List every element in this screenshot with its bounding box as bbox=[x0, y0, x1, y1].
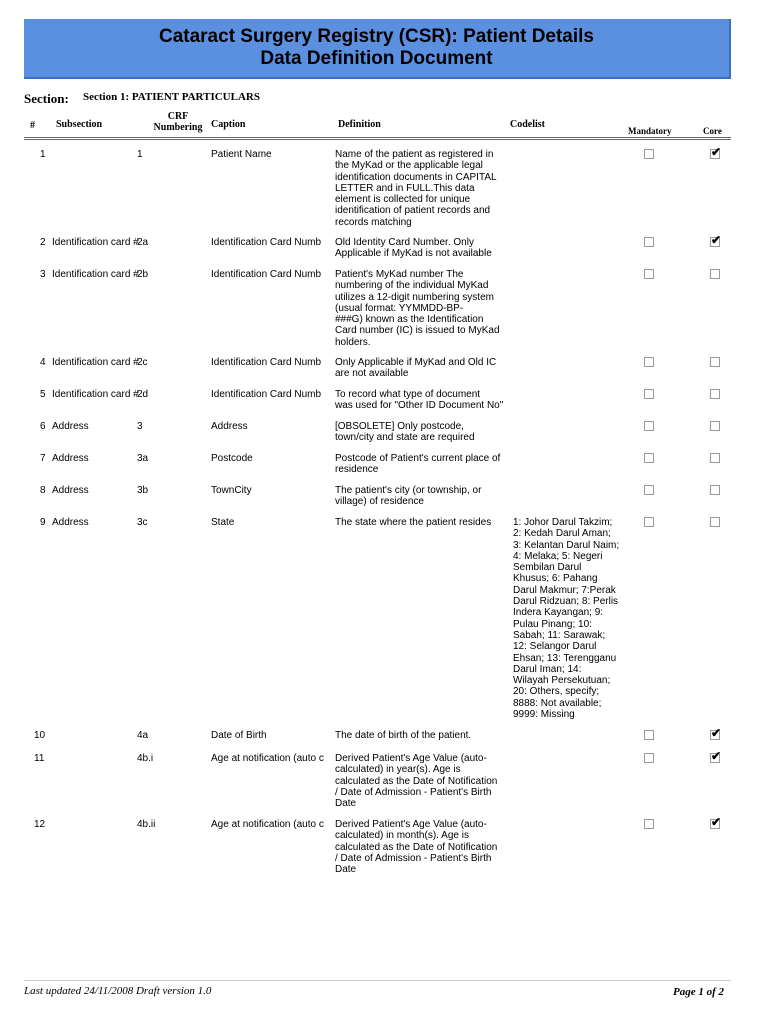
row-number: 10 bbox=[34, 730, 46, 741]
row-caption: State bbox=[211, 517, 235, 528]
mandatory-checkbox[interactable] bbox=[644, 753, 654, 763]
core-checkbox[interactable] bbox=[710, 233, 722, 247]
row-number: 7 bbox=[40, 453, 46, 464]
row-subsection: Address bbox=[52, 485, 89, 496]
row-caption: Postcode bbox=[211, 453, 253, 464]
row-crf-numbering: 3a bbox=[137, 453, 149, 464]
row-number: 8 bbox=[40, 485, 46, 496]
row-subsection: Address bbox=[52, 517, 89, 528]
row-subsection: Identification card # bbox=[52, 357, 139, 368]
core-checkbox[interactable] bbox=[710, 485, 720, 495]
row-crf-numbering: 3b bbox=[137, 485, 149, 496]
row-caption: Identification Card Numb bbox=[211, 237, 322, 248]
core-checkbox[interactable] bbox=[710, 453, 720, 463]
mandatory-checkbox[interactable] bbox=[644, 517, 654, 527]
row-caption: Address bbox=[211, 421, 248, 432]
row-definition: The date of birth of the patient. bbox=[335, 730, 472, 741]
document-subtitle: Data Definition Document bbox=[260, 48, 493, 69]
row-number: 1 bbox=[40, 149, 46, 160]
row-number: 9 bbox=[40, 517, 46, 528]
row-definition: Patient's MyKad number The numbering of the individual MyKad utilizes a 12-digit numbering system (usual format: YYMMDD-BP- ###G) known as the Identification Card number (IC) is issued to MyKad holders. bbox=[335, 269, 500, 348]
footer-page-number: Page 1 of 2 bbox=[672, 986, 724, 998]
row-subsection: Address bbox=[52, 421, 89, 432]
row-crf-numbering: 3c bbox=[137, 517, 148, 528]
footer-divider bbox=[24, 980, 731, 981]
row-caption: Identification Card Numb bbox=[211, 357, 322, 368]
row-number: 2 bbox=[40, 237, 46, 248]
row-caption: Age at notification (auto c bbox=[211, 753, 324, 764]
row-definition: Postcode of Patient's current place of residence bbox=[335, 453, 501, 476]
header-caption: Caption bbox=[211, 119, 246, 130]
header-mandatory: Mandatory bbox=[628, 126, 672, 136]
mandatory-checkbox[interactable] bbox=[644, 730, 654, 740]
mandatory-checkbox[interactable] bbox=[644, 421, 654, 431]
row-caption: Date of Birth bbox=[211, 730, 267, 741]
row-definition: To record what type of document was used for "Other ID Document No" bbox=[335, 389, 504, 412]
check-icon: ✔ bbox=[711, 749, 722, 763]
row-number: 6 bbox=[40, 421, 46, 432]
row-codelist: 1: Johor Darul Takzim; 2: Kedah Darul Aman; 3: Kelantan Darul Naim; 4: Melaka; 5: Negeri Sembilan Darul Khusus; 6: Pahang Darul Makmur; 7:Perak Darul Ridzuan; 8: Perlis Indera Kayangan; 9: Pulau Pinang; 10: Sabah; 11: Sarawak; 12: Selangor Darul Ehsan; 13: Terengganu Darul Iman; 14: Wilayah Persekutuan; 20: Others, specify; 8888: Not available; 9999: Missing bbox=[513, 517, 620, 721]
row-crf-numbering: 2d bbox=[137, 389, 149, 400]
core-checkbox[interactable] bbox=[710, 815, 722, 829]
mandatory-checkbox[interactable] bbox=[644, 389, 654, 399]
row-definition: Name of the patient as registered in the MyKad or the applicable legal identification documents in CAPITAL LETTER and in FULL.This data element is collected for unique identification of patient records and records matching bbox=[335, 149, 497, 228]
row-number: 3 bbox=[40, 269, 46, 280]
row-definition: Only Applicable if MyKad and Old IC are not available bbox=[335, 357, 497, 380]
header-definition: Definition bbox=[338, 119, 381, 130]
row-subsection: Identification card # bbox=[52, 269, 139, 280]
row-crf-numbering: 3 bbox=[137, 421, 143, 432]
row-definition: The state where the patient resides bbox=[335, 517, 492, 528]
row-crf-numbering: 4b.i bbox=[137, 753, 154, 764]
row-crf-numbering: 4a bbox=[137, 730, 149, 741]
section-label: Section: bbox=[24, 91, 69, 106]
footer-last-updated: Last updated 24/11/2008 Draft version 1.0 bbox=[24, 985, 212, 997]
core-checkbox[interactable] bbox=[710, 145, 722, 159]
row-subsection: Identification card # bbox=[52, 389, 139, 400]
row-caption: Identification Card Numb bbox=[211, 269, 322, 280]
row-definition: The patient's city (or township, or village) of residence bbox=[335, 485, 482, 508]
row-definition: Old Identity Card Number. Only Applicable if MyKad is not available bbox=[335, 237, 492, 260]
core-checkbox[interactable] bbox=[710, 726, 722, 740]
header-subsection: Subsection bbox=[56, 119, 103, 130]
row-number: 11 bbox=[34, 753, 45, 764]
row-definition: Derived Patient's Age Value (auto- calculated) in month(s). Age is calculated as the Date of Notification / Date of Admission - Patient's Birth Date bbox=[335, 819, 498, 876]
row-number: 12 bbox=[34, 819, 46, 830]
core-checkbox[interactable] bbox=[710, 517, 720, 527]
row-number: 5 bbox=[40, 389, 46, 400]
check-icon: ✔ bbox=[711, 145, 722, 159]
mandatory-checkbox[interactable] bbox=[644, 149, 654, 159]
core-checkbox[interactable] bbox=[710, 749, 722, 763]
row-number: 4 bbox=[40, 357, 46, 368]
document-title: Cataract Surgery Registry (CSR): Patient Details bbox=[158, 26, 594, 47]
row-crf-numbering: 2a bbox=[137, 237, 149, 248]
row-crf-numbering: 2b bbox=[137, 269, 149, 280]
title-banner bbox=[24, 19, 731, 79]
row-caption: TownCity bbox=[211, 485, 252, 496]
row-definition: [OBSOLETE] Only postcode, town/city and state are required bbox=[335, 421, 475, 444]
header-crf-numbering: CRF Numbering bbox=[153, 111, 203, 133]
mandatory-checkbox[interactable] bbox=[644, 237, 654, 247]
mandatory-checkbox[interactable] bbox=[644, 819, 654, 829]
mandatory-checkbox[interactable] bbox=[644, 453, 654, 463]
row-caption: Identification Card Numb bbox=[211, 389, 322, 400]
row-definition: Derived Patient's Age Value (auto- calculated) in year(s). Age is calculated as the Date of Notification / Date of Admission - Patient's Birth Date bbox=[335, 753, 498, 810]
header-num: # bbox=[30, 120, 35, 131]
row-crf-numbering: 1 bbox=[137, 149, 143, 160]
check-icon: ✔ bbox=[711, 815, 722, 829]
row-crf-numbering: 4b.ii bbox=[137, 819, 156, 830]
check-icon: ✔ bbox=[711, 726, 722, 740]
header-core: Core bbox=[703, 126, 722, 136]
core-checkbox[interactable] bbox=[710, 269, 720, 279]
check-icon: ✔ bbox=[711, 233, 722, 247]
row-caption: Age at notification (auto c bbox=[211, 819, 324, 830]
header-divider bbox=[24, 137, 731, 140]
header-codelist: Codelist bbox=[510, 119, 545, 130]
core-checkbox[interactable] bbox=[710, 357, 720, 367]
mandatory-checkbox[interactable] bbox=[644, 269, 654, 279]
row-caption: Patient Name bbox=[211, 149, 272, 160]
core-checkbox[interactable] bbox=[710, 421, 720, 431]
row-crf-numbering: 2c bbox=[137, 357, 148, 368]
row-subsection: Address bbox=[52, 453, 89, 464]
row-subsection: Identification card # bbox=[52, 237, 139, 248]
core-checkbox[interactable] bbox=[710, 389, 720, 399]
mandatory-checkbox[interactable] bbox=[644, 357, 654, 367]
section-value: Section 1: PATIENT PARTICULARS bbox=[83, 91, 260, 103]
mandatory-checkbox[interactable] bbox=[644, 485, 654, 495]
